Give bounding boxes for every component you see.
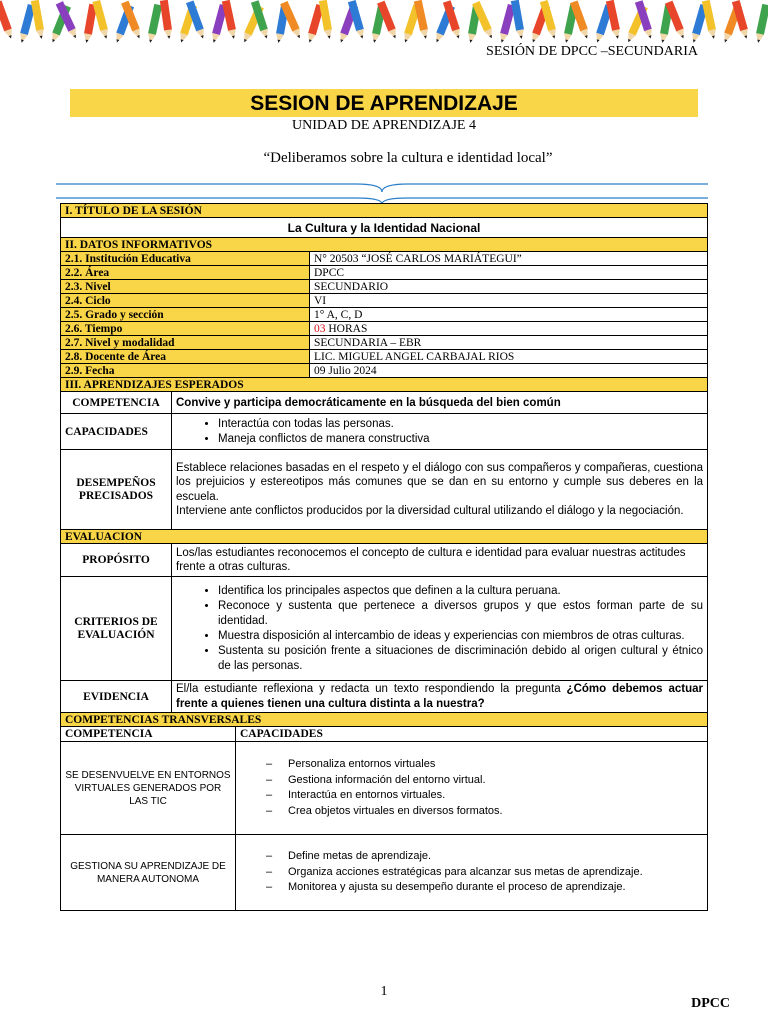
datos-label: 2.8. Docente de Área	[61, 350, 310, 364]
trans-col-competencia: COMPETENCIA	[61, 727, 236, 742]
datos-label: 2.9. Fecha	[61, 364, 310, 378]
datos-section-header: II. DATOS INFORMATIVOS	[61, 238, 708, 252]
datos-label: 2.7. Nivel y modalidad	[61, 336, 310, 350]
datos-label: 2.1. Institución Educativa	[61, 252, 310, 266]
criterios-cell	[172, 577, 708, 681]
datos-value: DPCC	[310, 266, 708, 280]
datos-row	[61, 308, 708, 322]
trans-capacidades-cell	[236, 742, 708, 835]
list-item: • Muestra disposición al intercambio de ideas y experiencias con miembros de otras culturas.	[218, 629, 703, 644]
footer-label: DPCC	[691, 996, 730, 1011]
trans-competencia: SE DESENVUELVE EN ENTORNOS VIRTUALES GENERADOS POR LAS TIC	[61, 742, 236, 835]
datos-row	[61, 266, 708, 280]
tiempo-unit: HORAS	[325, 322, 368, 335]
datos-value: LIC. MIGUEL ANGEL CARBAJAL RIOS	[310, 350, 708, 364]
desempeno-text: Establece relaciones basadas en el respeto y el diálogo con sus compañeros y compañeras, cuestiona los prejuicios y estereotipos más comunes que se dan en su entorno y cumple sus deberes en la escuela.	[176, 461, 704, 503]
desempeno-text: Interviene ante conflictos producidos por la diversidad cultural utilizando el diálogo y la negociación.	[176, 505, 684, 517]
evidencia-cell	[172, 681, 708, 713]
datos-row	[61, 322, 708, 336]
list-item: – Monitorea y ajusta su desempeño durante el proceso de aprendizaje.	[288, 880, 703, 896]
datos-row	[61, 336, 708, 350]
tiempo-number: 03	[314, 322, 326, 335]
evaluacion-section-header: EVALUACION	[61, 530, 708, 544]
desempenos-label: DESEMPEÑOS PRECISADOS	[61, 450, 172, 530]
header-title: SESIÓN DE DPCC –SECUNDARIA	[486, 44, 698, 59]
list-item: – Crea objetos virtuales en diversos formatos.	[288, 804, 703, 820]
transversales-section-header: COMPETENCIAS TRANSVERSALES	[61, 713, 708, 727]
datos-row	[61, 280, 708, 294]
evidencia-question: ¿Cómo debemos actuar frente a quienes tienen una cultura distinta a la nuestra?	[176, 683, 704, 710]
page-number: 1	[380, 984, 388, 999]
capacidades-cell	[172, 414, 708, 450]
unidad-subtitle: UNIDAD DE APRENDIZAJE 4	[292, 118, 476, 133]
list-item: • Maneja conflictos de manera constructiva	[218, 432, 703, 447]
evidencia-text: El/la estudiante reflexiona y redacta un texto respondiendo la pregunta	[176, 683, 567, 695]
session-title: La Cultura y la Identidad Nacional	[61, 218, 708, 238]
datos-label: 2.5. Grado y sección	[61, 308, 310, 322]
datos-value: 09 Julio 2024	[310, 364, 708, 378]
criterios-label: CRITERIOS DE EVALUACIÓN	[61, 577, 172, 681]
datos-value: SECUNDARIO	[310, 280, 708, 294]
proposito-text: Los/las estudiantes reconocemos el concepto de cultura e identidad para evaluar nuestras actitudes frente a otras culturas.	[172, 544, 708, 577]
list-item: – Define metas de aprendizaje.	[288, 849, 703, 865]
datos-value: SECUNDARIA – EBR	[310, 336, 708, 350]
datos-label: 2.3. Nivel	[61, 280, 310, 294]
session-quote: “Deliberamos sobre la cultura e identidad local”	[263, 150, 553, 166]
list-item: • Reconoce y sustenta que pertenece a diversos grupos y que estos forman parte de su identidad.	[218, 599, 703, 629]
list-item: – Personaliza entornos virtuales	[288, 757, 703, 773]
datos-row	[61, 350, 708, 364]
pencil-border-decoration	[0, 0, 768, 44]
desempenos-cell	[172, 450, 708, 530]
proposito-label: PROPÓSITO	[61, 544, 172, 577]
datos-label: 2.4. Ciclo	[61, 294, 310, 308]
list-item: • Interactúa con todas las personas.	[218, 417, 703, 432]
datos-row	[61, 364, 708, 378]
datos-value: N° 20503 “JOSÉ CARLOS MARIÁTEGUI”	[310, 252, 708, 266]
list-item: • Sustenta su posición frente a situaciones de discriminación debido al origen cultural y étnico de las personas.	[218, 644, 703, 674]
capacidades-label: CAPACIDADES	[61, 414, 172, 450]
trans-capacidades-cell	[236, 835, 708, 911]
evidencia-label: EVIDENCIA	[61, 681, 172, 713]
titulo-section-header: I. TÍTULO DE LA SESIÓN	[61, 204, 708, 218]
datos-value: VI	[310, 294, 708, 308]
page-title-banner: SESION DE APRENDIZAJE	[70, 89, 698, 117]
list-item: • Identifica los principales aspectos que definen a la cultura peruana.	[218, 584, 703, 599]
aprendizajes-section-header: III. APRENDIZAJES ESPERADOS	[61, 378, 708, 392]
datos-row	[61, 252, 708, 266]
datos-value: 1° A, C, D	[310, 308, 708, 322]
competencia-label: COMPETENCIA	[61, 392, 172, 414]
list-item: – Interactúa en entornos virtuales.	[288, 788, 703, 804]
competencia-text: Convive y participa democráticamente en la búsqueda del bien común	[172, 392, 708, 414]
datos-label: 2.2. Área	[61, 266, 310, 280]
datos-label: 2.6. Tiempo	[61, 322, 310, 336]
list-item: – Organiza acciones estratégicas para alcanzar sus metas de aprendizaje.	[288, 865, 703, 881]
session-table	[60, 203, 708, 911]
datos-row	[61, 294, 708, 308]
list-item: – Gestiona información del entorno virtual.	[288, 773, 703, 789]
trans-col-capacidades: CAPACIDADES	[236, 727, 708, 742]
datos-value	[310, 322, 708, 336]
trans-competencia: GESTIONA SU APRENDIZAJE DE MANERA AUTONOMA	[61, 835, 236, 911]
